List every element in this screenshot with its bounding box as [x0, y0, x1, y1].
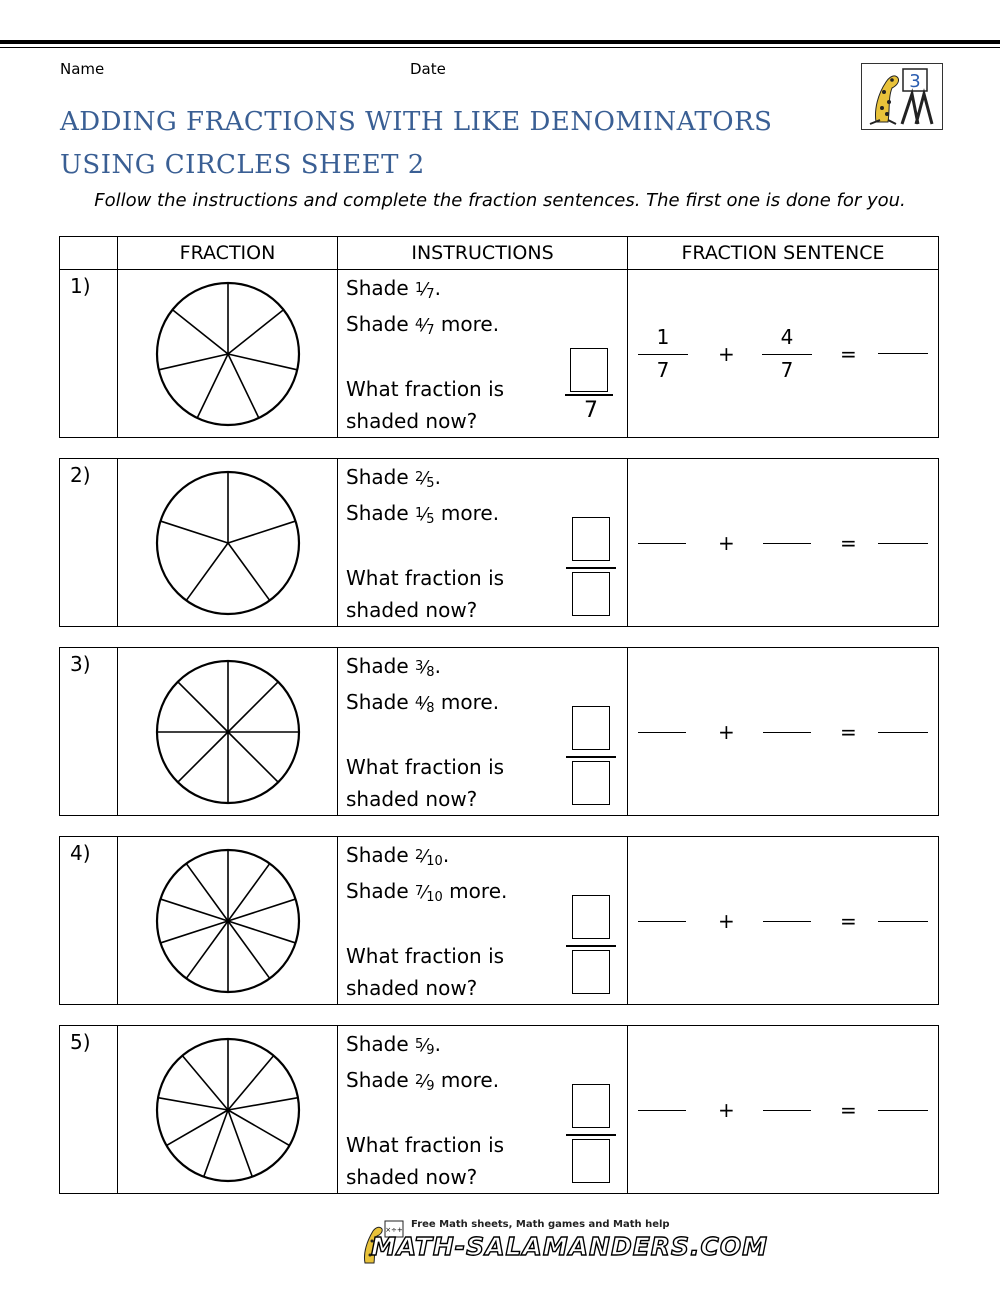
sentence-answer-line[interactable] — [878, 921, 928, 922]
question-line-1: What fraction is — [346, 755, 505, 779]
column-divider — [117, 1026, 118, 1193]
answer-numerator-box[interactable] — [570, 348, 608, 392]
sentence-fraction-line-1[interactable] — [638, 921, 686, 922]
answer-numerator-box[interactable] — [572, 895, 610, 939]
answer-numerator-box[interactable] — [572, 517, 610, 561]
fraction-circle[interactable] — [155, 1037, 301, 1183]
column-divider — [627, 837, 628, 1004]
table-row — [59, 836, 939, 1005]
sentence-numerator-1: 1 — [656, 325, 670, 349]
answer-fraction-bar — [565, 394, 613, 396]
question-line-2: shaded now? — [346, 409, 478, 433]
table-row — [59, 458, 939, 627]
numerator: 2 — [414, 470, 424, 485]
question-line-2: shaded now? — [346, 976, 478, 1000]
answer-denominator-box[interactable] — [572, 761, 610, 805]
denominator: 8 — [426, 665, 435, 680]
numerator: 3 — [414, 659, 424, 674]
sentence-fraction-line-2[interactable] — [763, 732, 811, 733]
instruction-shade: Shade $^2⁄_{10}$. — [346, 843, 450, 869]
column-divider — [627, 1026, 628, 1193]
footer-tagline: Free Math sheets, Math games and Math help — [411, 1219, 670, 1230]
instruction-shade: Shade $^2⁄_5$. — [346, 465, 441, 491]
sentence-fraction-line-2[interactable] — [763, 921, 811, 922]
answer-denominator-box[interactable] — [572, 1139, 610, 1183]
page-title: ADDING FRACTIONS WITH LIKE DENOMINATORS — [60, 107, 773, 137]
sentence-fraction-line-2[interactable] — [763, 1110, 811, 1111]
denominator: 8 — [426, 701, 435, 716]
logo-grade-text: 3 — [909, 71, 921, 92]
sentence-answer-line[interactable] — [878, 732, 928, 733]
fraction-circle[interactable] — [155, 659, 301, 805]
instruction-shade: Shade $^3⁄_8$. — [346, 654, 441, 680]
question-number: 1) — [70, 274, 91, 298]
column-divider — [337, 648, 338, 815]
instruction-shade-more: Shade $^4⁄_8$ more. — [346, 690, 500, 716]
fraction-circle[interactable] — [155, 848, 301, 994]
numerator: 2 — [414, 848, 424, 863]
column-divider — [117, 648, 118, 815]
fraction-circle[interactable] — [155, 281, 301, 427]
table-row — [59, 1025, 939, 1194]
numerator: 1 — [414, 506, 424, 521]
answer-denominator-box[interactable] — [572, 950, 610, 994]
column-divider — [627, 648, 628, 815]
equals-sign: = — [840, 1098, 857, 1122]
instructions-text: Follow the instructions and complete the fraction sentences. The first one is done for you. — [94, 190, 906, 211]
numerator: 4 — [414, 695, 424, 710]
answer-denominator: 7 — [584, 398, 598, 423]
question-number: 2) — [70, 463, 91, 487]
table-row — [59, 269, 939, 438]
fraction-circle[interactable] — [155, 470, 301, 616]
equals-sign: = — [840, 531, 857, 555]
header-instructions: INSTRUCTIONS — [411, 242, 554, 264]
sentence-answer-line[interactable] — [878, 353, 928, 354]
sentence-numerator-2: 4 — [780, 325, 794, 349]
instruction-shade-more: Shade $^4⁄_7$ more. — [346, 312, 500, 338]
column-divider — [337, 837, 338, 1004]
instruction-shade-more: Shade $^7⁄_{10}$ more. — [346, 879, 508, 905]
answer-fraction-bar — [566, 756, 616, 758]
column-divider — [337, 1026, 338, 1193]
answer-fraction-bar — [566, 945, 616, 947]
question-line-2: shaded now? — [346, 787, 478, 811]
question-line-1: What fraction is — [346, 944, 505, 968]
denominator: 5 — [426, 512, 435, 527]
sentence-answer-line[interactable] — [878, 1110, 928, 1111]
question-number: 5) — [70, 1030, 91, 1054]
column-divider — [627, 270, 628, 437]
plus-sign: + — [718, 720, 735, 744]
denominator: 9 — [426, 1043, 435, 1058]
plus-sign: + — [718, 1098, 735, 1122]
table-row — [59, 647, 939, 816]
question-line-2: shaded now? — [346, 1165, 478, 1189]
answer-numerator-box[interactable] — [572, 706, 610, 750]
answer-fraction-bar — [566, 1134, 616, 1136]
denominator: 7 — [426, 287, 435, 302]
numerator: 1 — [414, 281, 424, 296]
question-line-2: shaded now? — [346, 598, 478, 622]
instruction-shade-more: Shade $^1⁄_5$ more. — [346, 501, 500, 527]
instruction-shade: Shade $^5⁄_9$. — [346, 1032, 441, 1058]
column-divider — [117, 270, 118, 437]
numerator: 5 — [414, 1037, 424, 1052]
numerator: 2 — [414, 1073, 424, 1088]
plus-sign: + — [718, 342, 735, 366]
svg-text:×÷+: ×÷+ — [385, 1226, 403, 1234]
question-line-1: What fraction is — [346, 377, 505, 401]
answer-fraction-bar — [566, 567, 616, 569]
question-line-1: What fraction is — [346, 566, 505, 590]
denominator: 9 — [426, 1079, 435, 1094]
sentence-denominator-1: 7 — [656, 358, 670, 382]
name-label: Name — [60, 60, 105, 78]
question-number: 4) — [70, 841, 91, 865]
equals-sign: = — [840, 909, 857, 933]
column-divider — [337, 270, 338, 437]
table-header — [59, 236, 939, 270]
plus-sign: + — [718, 531, 735, 555]
sentence-answer-line[interactable] — [878, 543, 928, 544]
denominator: 7 — [426, 323, 435, 338]
question-number: 3) — [70, 652, 91, 676]
date-label: Date — [410, 60, 446, 78]
sentence-fraction-line-1[interactable] — [638, 543, 686, 544]
footer-site-name: MATH-SALAMANDERS.COM — [371, 1232, 769, 1261]
page-subtitle: USING CIRCLES SHEET 2 — [60, 150, 425, 180]
header-fraction: FRACTION — [179, 242, 276, 264]
numerator: 7 — [414, 884, 424, 899]
denominator: 10 — [426, 854, 443, 869]
sentence-fraction-line-2[interactable] — [763, 543, 811, 544]
sentence-denominator-2: 7 — [780, 358, 794, 382]
sentence-fraction-line-1[interactable] — [638, 732, 686, 733]
column-divider — [627, 459, 628, 626]
sentence-fraction-line-1[interactable] — [638, 1110, 686, 1111]
top-rule-thin — [0, 47, 1000, 48]
sentence-fraction-bar-1 — [638, 354, 688, 355]
answer-denominator-box[interactable] — [572, 572, 610, 616]
sentence-fraction-bar-2 — [762, 354, 812, 355]
equals-sign: = — [840, 720, 857, 744]
footer-logo — [355, 1219, 769, 1265]
answer-numerator-box[interactable] — [572, 1084, 610, 1128]
denominator: 5 — [426, 476, 435, 491]
instruction-shade: Shade $^1⁄_7$. — [346, 276, 441, 302]
header-fraction-sentence: FRACTION SENTENCE — [681, 242, 885, 264]
question-line-1: What fraction is — [346, 1133, 505, 1157]
column-divider — [117, 459, 118, 626]
equals-sign: = — [840, 342, 857, 366]
top-rule — [0, 40, 1000, 44]
denominator: 10 — [426, 890, 443, 905]
instruction-shade-more: Shade $^2⁄_9$ more. — [346, 1068, 500, 1094]
column-divider — [337, 459, 338, 626]
column-divider — [117, 837, 118, 1004]
salamander-logo — [861, 63, 943, 130]
numerator: 4 — [414, 317, 424, 332]
plus-sign: + — [718, 909, 735, 933]
